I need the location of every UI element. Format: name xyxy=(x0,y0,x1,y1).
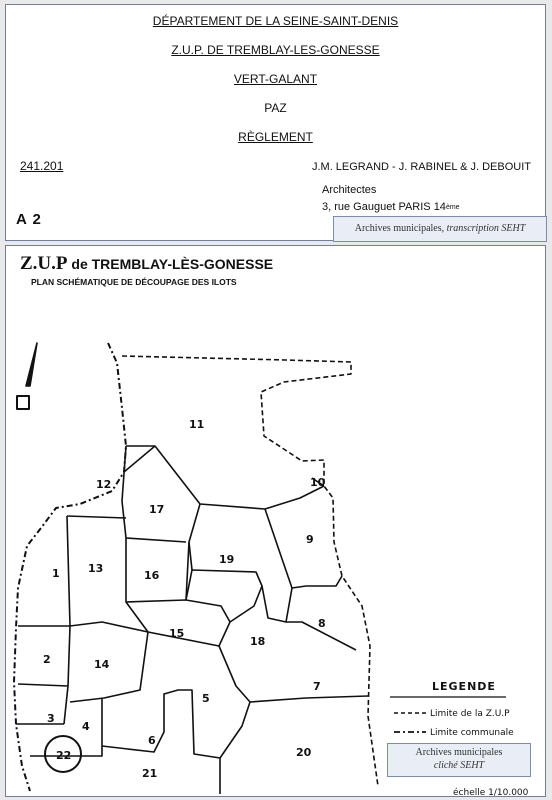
ilot-21-label: 21 xyxy=(142,767,158,780)
legend-title: LEGENDE xyxy=(432,680,496,693)
ilot-17-label: 17 xyxy=(149,503,165,516)
ilot-22-label: 22 xyxy=(56,749,72,762)
site-line: VERT-GALANT xyxy=(233,72,318,86)
ilot-4-label: 4 xyxy=(82,720,90,733)
address-line: 3, rue Gauguet PARIS 14ème xyxy=(322,201,460,213)
transcription-stamp: Archives municipales, transcription SEHT xyxy=(333,216,547,242)
ilot-12-label: 12 xyxy=(96,478,112,491)
architects-names: J.M. LEGRAND - J. RABINEL & J. DEBOUIT xyxy=(311,161,531,173)
ilot-11-label: 11 xyxy=(189,418,205,431)
ilot-1-label: 1 xyxy=(52,567,60,580)
map-title: Z.U.P de TREMBLAY-LÈS-GONESSE xyxy=(20,253,274,274)
paz-line: PAZ xyxy=(264,101,287,115)
architects-address xyxy=(322,182,460,216)
zup-line: Z.U.P. DE TREMBLAY-LES-GONESSE xyxy=(171,43,380,57)
legend-zup-limit: Limite de la Z.U.P xyxy=(430,709,510,719)
zup-limit-line xyxy=(122,356,378,786)
ilot-8-label: 8 xyxy=(318,617,326,630)
sheet-code: A 2 xyxy=(16,211,42,228)
ilot-13-label: 13 xyxy=(88,562,104,575)
document-header-panel xyxy=(5,4,546,241)
architects-role: Architectes xyxy=(322,184,377,196)
ilot-16-label: 16 xyxy=(144,569,160,582)
map-legend xyxy=(390,680,514,738)
ilot-9-label: 9 xyxy=(306,533,314,546)
north-arrow-icon xyxy=(17,343,37,409)
ilot-7-label: 7 xyxy=(313,680,321,693)
legend-communal-limit: Limite communale xyxy=(430,728,514,738)
ilot-14-label: 14 xyxy=(94,658,110,671)
cliche-stamp: Archives municipales cliché SEHT xyxy=(387,743,531,777)
department-line: DÉPARTEMENT DE LA SEINE-SAINT-DENIS xyxy=(152,14,399,28)
ilot-plan xyxy=(6,246,546,797)
ilot-6-label: 6 xyxy=(148,734,156,747)
ilot-20-label: 20 xyxy=(296,746,312,759)
reference-number: 241.201 xyxy=(20,159,64,173)
reglement-line: RÈGLEMENT xyxy=(238,130,313,144)
ilot-15-label: 15 xyxy=(169,627,185,640)
ilot-10-label: 10 xyxy=(310,476,326,489)
map-scale: échelle 1/10.000 xyxy=(453,788,529,798)
map-subtitle: PLAN SCHÉMATIQUE DE DÉCOUPAGE DES ILOTS xyxy=(31,277,237,287)
ilot-5-label: 5 xyxy=(202,692,210,705)
ilot-3-label: 3 xyxy=(47,712,55,725)
ilot-18-label: 18 xyxy=(250,635,266,648)
ilot-2-label: 2 xyxy=(43,653,51,666)
ilot-19-label: 19 xyxy=(219,553,235,566)
map-panel xyxy=(5,245,546,797)
